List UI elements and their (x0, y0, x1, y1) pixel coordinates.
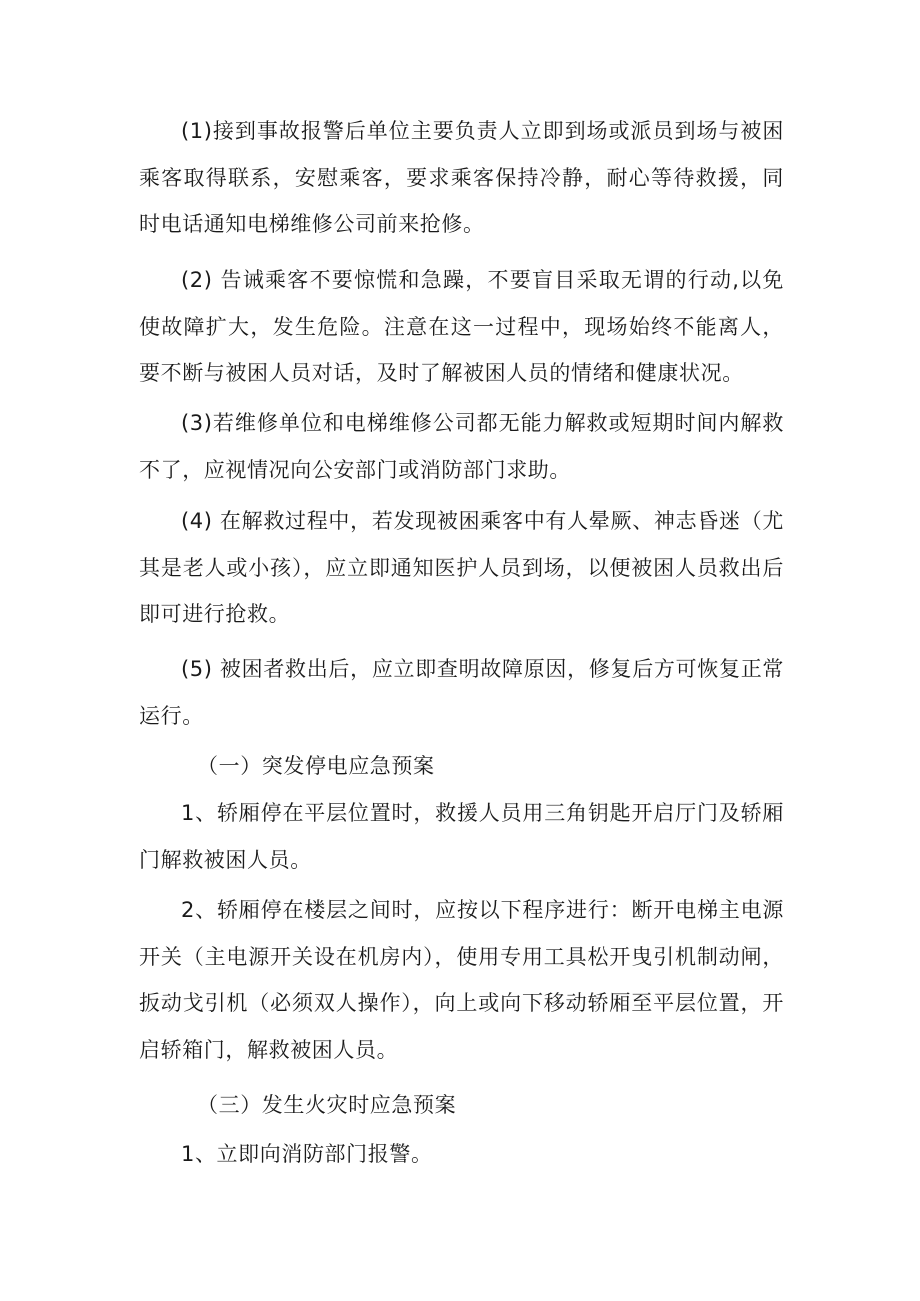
paragraph-outage-step-2: 2、轿厢停在楼层之间时，应按以下程序进行：断开电梯主电源开关（主电源开关设在机房内），使用专用工具松开曳引机制动闸，扳动戈引机（必须双人操作），向上或向下移动轿厢至平层位置，开启轿箱门，解救被困人员。 (139, 898, 784, 1062)
paragraph-restore-operation: (5) 被困者救出后，应立即查明故障原因，修复后方可恢复正常运行。 (139, 657, 784, 728)
paragraph-fire-step-1: 1、立即向消防部门报警。 (181, 1142, 433, 1166)
paragraph-medical-notice: (4) 在解救过程中，若发现被困乘客中有人晕厥、神志昏迷（尤其是老人或小孩），应立即通知医护人员到场，以便被困人员救出后即可进行抢救。 (139, 509, 784, 626)
paragraph-seek-help: (3)若维修单位和电梯维修公司都无能力解救或短期时间内解救不了，应视情况向公安部门或消防部门求助。 (139, 411, 784, 482)
paragraph-calm-passengers: (2) 告诫乘客不要惊慌和急躁，不要盲目采取无谓的行动,以免使故障扩大，发生危险。注意在这一过程中，现场始终不能离人，要不断与被困人员对话，及时了解被困人员的情绪和健康状况。 (139, 268, 784, 385)
section-heading-power-outage: （一）突发停电应急预案 (197, 754, 435, 778)
section-heading-fire: （三）发生火灾时应急预案 (197, 1093, 457, 1117)
paragraph-outage-step-1: 1、轿厢停在平层位置时，救援人员用三角钥匙开启厅门及轿厢门解救被困人员。 (139, 801, 784, 872)
paragraph-rescue-contact: (1)接到事故报警后单位主要负责人立即到场或派员到场与被困乘客取得联系，安慰乘客，要求乘客保持冷静，耐心等待救援，同时电话通知电梯维修公司前来抢修。 (139, 119, 784, 236)
